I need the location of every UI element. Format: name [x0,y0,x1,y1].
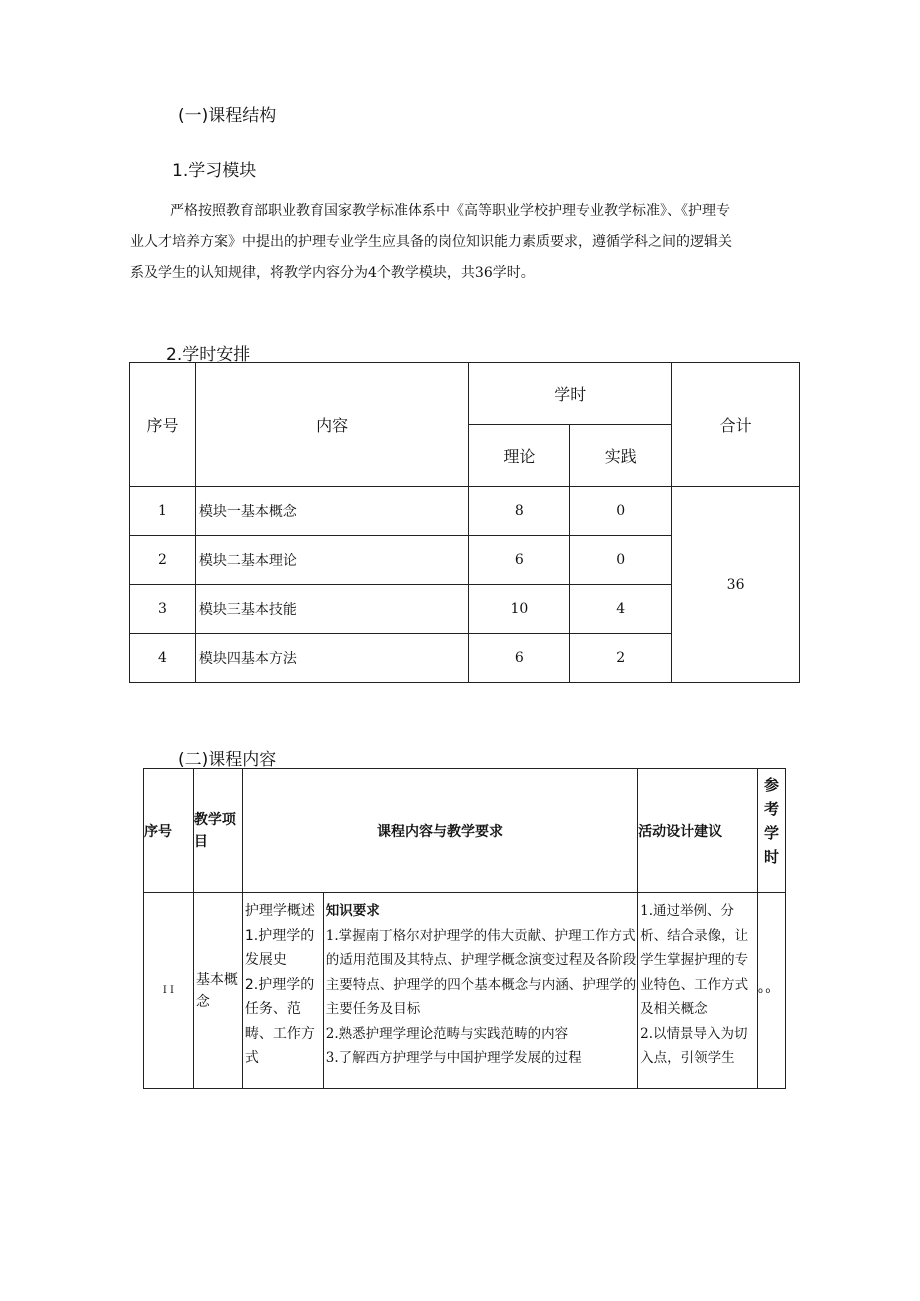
paragraph-line-1: 严格按照教育部职业教育国家教学标准体系中《高等职业学校护理专业教学标准》、《护理专 [170,203,730,219]
content-header-project: 教学项目 [193,769,242,893]
row-module: 模块二基本理论 [195,536,469,585]
row-module: 模块三基本技能 [195,585,469,634]
content-row-no: I I [144,893,194,1089]
content-row-activity-cell [638,893,758,1089]
content-header-ref-hours: 参考学时 [757,769,785,893]
subtopic-item: 2.护理学的任务、范畴、工作方式 [244,976,315,1066]
hours-header-total: 合计 [672,363,800,487]
sub1-heading: 1.学习模块 [172,161,257,181]
hours-header-practice: 实践 [570,425,672,487]
content-row-knowledge-cell [323,893,637,1089]
activity-item: 2.以情景导入为切入点，引领学生 [640,1025,748,1066]
row-no: 3 [130,585,196,634]
table-row [130,487,800,536]
row-practice: 4 [570,585,672,634]
subtopic-title: 护理学概述 [244,903,315,919]
hours-header-no: 序号 [130,363,196,487]
content-header-requirements: 课程内容与教学要求 [242,769,637,893]
knowledge-title: 知识要求 [325,903,380,919]
row-no: 2 [130,536,196,585]
intro-paragraph [130,196,800,289]
section2-heading: (二)课程内容 [178,750,277,770]
subtopic-item: 1.护理学的发展史 [244,927,315,968]
row-module: 模块四基本方法 [195,634,469,683]
knowledge-item: 1.掌握南丁格尔对护理学的伟大贡献、护理工作方式的适用范围及其特点、护理学概念演变过程及各阶段主要特点、护理学的四个基本概念与内涵、护理学的主要任务及目标 [325,927,637,1017]
row-practice: 2 [570,634,672,683]
row-no: 4 [130,634,196,683]
paragraph-line-2: 业人才培养方案》中提出的护理专业学生应具备的岗位知识能力素质要求，遵循学科之间的逻辑关 [130,234,732,250]
content-row-project: 基本概念 [193,893,242,1089]
hours-header-theory: 理论 [469,425,570,487]
content-table [143,768,786,1089]
row-theory: 6 [469,536,570,585]
row-practice: 0 [570,487,672,536]
sub2-heading: 2.学时安排 [166,345,251,365]
content-row-subtopic-cell [242,893,323,1089]
knowledge-item: 2.熟悉护理学理论范畴与实践范畴的内容 [325,1025,569,1042]
paragraph-line-3: 系及学生的认知规律，将教学内容分为4个教学模块，共36学时。 [130,265,535,281]
row-module: 模块一基本概念 [195,487,469,536]
row-theory: 8 [469,487,570,536]
row-theory: 10 [469,585,570,634]
content-header-no: 序号 [144,769,194,893]
row-theory: 6 [469,634,570,683]
content-row-ref-hours: o o [757,893,785,1089]
row-no: 1 [130,487,196,536]
total-hours: 36 [672,487,800,683]
content-header-activity: 活动设计建议 [638,769,758,893]
activity-item: 1.通过举例、分析、结合录像，让学生掌握护理的专业特色、工作方式及相关概念 [640,903,749,1017]
hours-header-hours: 学时 [469,363,672,425]
hours-header-content: 内容 [195,363,469,487]
row-practice: 0 [570,536,672,585]
hours-table [129,362,800,683]
section1-heading: (一)课程结构 [178,106,277,126]
knowledge-item: 3.了解西方护理学与中国护理学发展的过程 [325,1050,582,1066]
table-row [144,893,786,1089]
